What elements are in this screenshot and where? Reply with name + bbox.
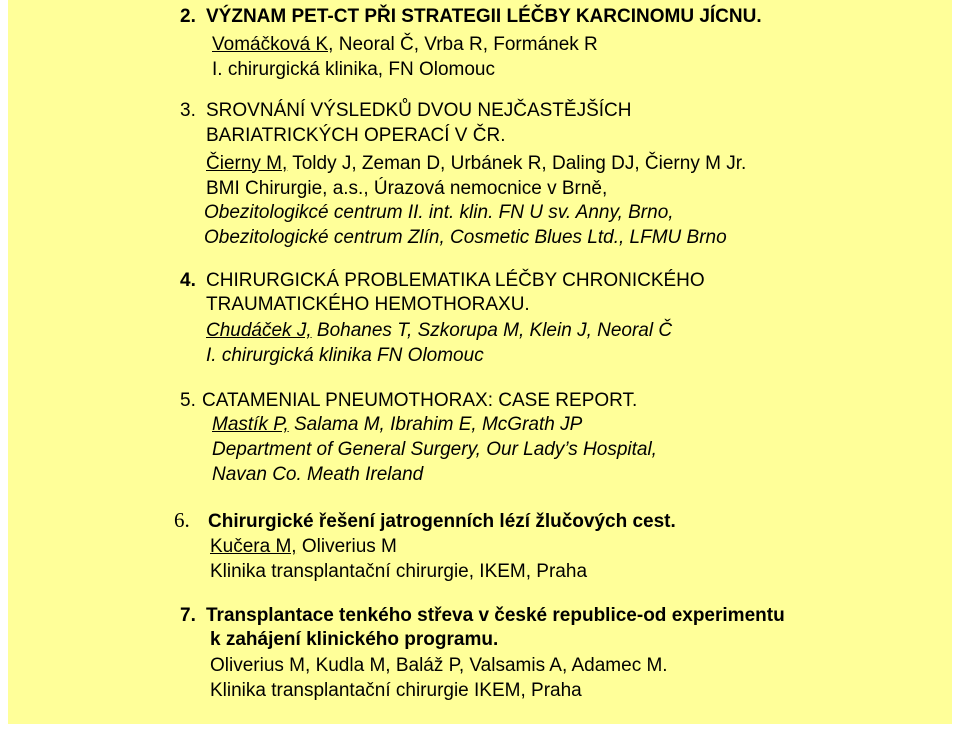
item-3-first-author: Čierny M, bbox=[206, 153, 288, 174]
item-7-authors bbox=[210, 654, 668, 677]
item-3-number: 3. bbox=[180, 100, 196, 121]
abstract-list-page bbox=[8, 0, 952, 724]
item-4-number: 4. bbox=[180, 270, 196, 291]
item-5-affiliation-1: Department of General Surgery, Our Lady’s Hospital, bbox=[212, 439, 657, 460]
item-5-number: 5. bbox=[180, 390, 196, 411]
item-6-other-authors: Oliverius M bbox=[296, 536, 397, 557]
item-7-affiliation: Klinika transplantační chirurgie IKEM, Praha bbox=[210, 680, 582, 701]
item-6-title-line-1: Chirurgické řešení jatrogenních lézí žlučových cest. bbox=[208, 511, 676, 532]
item-4-other-authors: Bohanes T, Szkorupa M, Klein J, Neoral Č bbox=[311, 320, 673, 341]
item-2-affiliation: I. chirurgická klinika, FN Olomouc bbox=[212, 59, 495, 80]
item-3-title-line-1: SROVNÁNÍ VÝSLEDKŮ DVOU NEJČASTĚJŠÍCH bbox=[206, 100, 632, 121]
item-4-title-line-2: TRAUMATICKÉHO HEMOTHORAXU. bbox=[206, 294, 530, 315]
item-7-number: 7. bbox=[180, 605, 196, 626]
item-5-other-authors: Salama M, Ibrahim E, McGrath JP bbox=[288, 414, 583, 435]
item-2-other-authors: Neoral Č, Vrba R, Formánek R bbox=[333, 34, 598, 55]
item-2-title-line-1: VÝZNAM PET-CT PŘI STRATEGII LÉČBY KARCINOMU JÍCNU. bbox=[206, 6, 762, 27]
item-7-title-line-2: k zahájení klinického programu. bbox=[210, 629, 499, 650]
item-3-affiliation-2: Obezitologikcé centrum II. int. klin. FN U sv. Anny, Brno, bbox=[204, 202, 674, 223]
item-6-affiliation: Klinika transplantační chirurgie, IKEM, Praha bbox=[210, 561, 588, 582]
item-4-title-line-1: CHIRURGICKÁ PROBLEMATIKA LÉČBY CHRONICKÉHO bbox=[206, 270, 705, 291]
item-3-title-line-2: BARIATRICKÝCH OPERACÍ V ČR. bbox=[206, 125, 506, 146]
item-3-authors bbox=[206, 152, 746, 175]
item-2-authors bbox=[212, 33, 598, 56]
item-2-number: 2. bbox=[180, 6, 196, 27]
item-6-first-author: Kučera M, bbox=[210, 536, 297, 557]
item-4-authors bbox=[206, 319, 672, 342]
item-7-title-line-1: Transplantace tenkého střeva v české republice-od experimentu bbox=[206, 605, 785, 626]
item-3-affiliation-1: BMI Chirurgie, a.s., Úrazová nemocnice v Brně, bbox=[206, 178, 608, 199]
item-4-affiliation: I. chirurgická klinika FN Olomouc bbox=[206, 345, 484, 366]
item-5-title-line-1: CATAMENIAL PNEUMOTHORAX: CASE REPORT. bbox=[202, 390, 638, 411]
item-2-first-author: Vomáčková K, bbox=[212, 34, 334, 55]
item-6-authors bbox=[210, 535, 397, 558]
item-6-number: 6. bbox=[174, 508, 190, 532]
item-3-affiliation-3: Obezitologické centrum Zlín, Cosmetic Blues Ltd., LFMU Brno bbox=[204, 227, 727, 248]
item-5-affiliation-2: Navan Co. Meath Ireland bbox=[212, 464, 424, 485]
item-3-other-authors: Toldy J, Zeman D, Urbánek R, Daling DJ, Čierny M Jr. bbox=[287, 153, 747, 174]
item-7-other-authors: Oliverius M, Kudla M, Baláž P, Valsamis A, Adamec M. bbox=[210, 655, 668, 676]
item-5-first-author: Mastík P, bbox=[212, 414, 289, 435]
item-5-authors bbox=[212, 413, 582, 436]
item-4-first-author: Chudáček J, bbox=[206, 320, 312, 341]
